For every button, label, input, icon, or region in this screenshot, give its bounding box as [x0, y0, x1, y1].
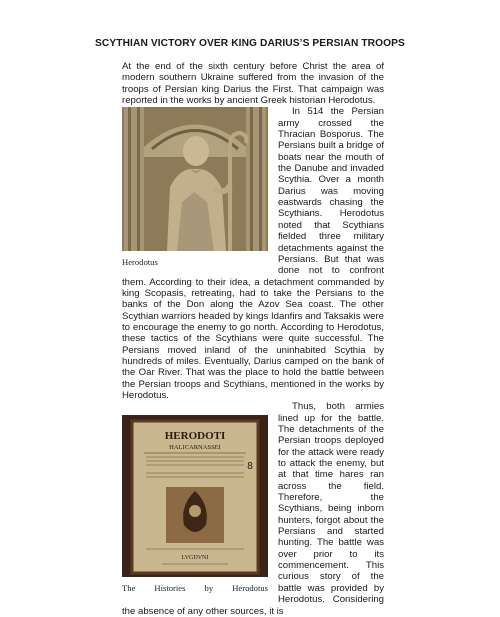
- paragraph-2: In 514 the Persian army crossed the Thracian Bosporus. The Persians built a bridge of boats near the mouth of the Danube and invaded Scythia. Over a month Darius was moving eastwards chasing the Scythians. Herodotus noted that Scythians fielded three military detachments against the Persians. But that was done not to confront them. According to their idea, a detachment commanded by king Scopasis, retreating, had to take the Persians to the banks of the Don along the Azov Sea coast. The other Scythian warriors headed by kings Idanfirs and Taksakis were to encourage the enemy to go north. According to Herodotus, these tactics of the Scythians were quite successful. The Persians moved inland of the uninhabited Scythia by hundreds of miles. Eventually, Darius camped on the bank of the Oar River. That was the place to hold the battle between the Persian troops and Scythians, mentioned in the works by Herodotus.: [122, 106, 384, 401]
- figure-caption-histories: The Histories by Herodotus: [122, 583, 268, 594]
- figure-caption-herodotus: Herodotus: [122, 257, 158, 268]
- figure-herodotus: [122, 107, 268, 275]
- figure-histories-book: [122, 415, 268, 603]
- book-title-text: HERODOTI: [164, 430, 226, 443]
- book-imprint-text: LVGDVNI: [181, 555, 209, 562]
- herodotus-statue-image: [122, 107, 268, 251]
- page-number: 8: [247, 461, 253, 472]
- paragraph-3: Thus, both armies lined up for the battle. The detachments of the Persian troops deployed for the attack were ready to attack the enemy, but at that time hares ran across the field. Therefore, the Scythians, being inborn hunters, forgot about the Persians and started hunting. The battle was over prior to its commencement. This curious story of the battle was provided by Herodotus. Considering the absence of any other sources, it is: [122, 401, 384, 617]
- histories-book-image: [122, 415, 268, 577]
- chapter-title: SCYTHIAN VICTORY OVER KING DARIUS’S PERSIAN TROOPS: [95, 38, 405, 49]
- book-subtitle-text: HALICARNASSEI: [169, 444, 221, 452]
- body-text: [122, 61, 384, 617]
- paragraph-1: At the end of the sixth century before Christ the area of modern southern Ukraine suffered from the invasion of the troops of Persian king Darius the First. That campaign was reported in the works by ancient Greek historian Herodotus.: [122, 61, 384, 107]
